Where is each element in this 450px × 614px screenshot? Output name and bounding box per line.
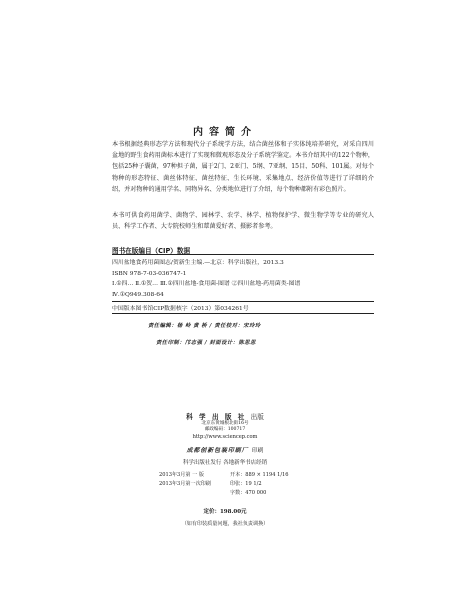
printer-suffix: 印刷	[251, 448, 264, 454]
summary-paragraph-2: 本书可供食药用菌学、菌物学、园林学、农学、林学、植物保护学、微生物学等专业的研究人员、科学工作者、大专院校师生和蕈菌爱好者、摄影者参考。	[112, 212, 374, 231]
cip-block	[112, 258, 374, 300]
summary-title: 内容简介	[193, 127, 257, 138]
cip-line-1: 四川盆地食药用菌图志/贺新生主编.—北京：科学出版社，2013.3	[112, 260, 284, 266]
cip-line-3: Ⅰ.①四… Ⅱ.①贺… Ⅲ.①四川盆地-食用菌-图谱 ②四川盆地-药用菌类-图谱	[112, 281, 301, 288]
publisher-name-line	[0, 411, 450, 421]
price: 定价：198.00元	[203, 509, 247, 515]
quality-notice: （如有印装质量问题，我社负责调换）	[181, 521, 269, 527]
sheet-count: 印张：19 1/2	[230, 481, 262, 488]
word-count: 字数：470 000	[230, 490, 267, 497]
edition-details	[159, 471, 289, 499]
cip-record-number: 中国版本图书馆CIP数据核字（2013）第034261号	[112, 306, 249, 312]
publisher-name: 科 学 出 版 社	[186, 413, 247, 421]
cip-top-rule	[112, 254, 374, 255]
distribution-line: 科学出版社发行 各地新华书店经销	[182, 460, 268, 466]
edition-number: 2013年3月第 一 版	[159, 472, 204, 478]
cip-heading: 图书在版编目（CIP）数据	[112, 247, 191, 255]
cip-line-4: Ⅳ.①Q949.308-64	[112, 291, 164, 298]
editor-credits: 责任编辑：杨 岭 黄 桥 / 责任校对：宋玲玲	[148, 323, 261, 329]
publisher-postcode: 邮政编码：100717	[204, 427, 246, 432]
publisher-name-suffix: 出版	[250, 413, 264, 421]
production-credits: 责任印制：邝志强 / 封面设计：陈思思	[156, 340, 256, 346]
printing-number: 2013年3月第一次印刷	[159, 481, 211, 488]
cip-line-2: ISBN 978-7-03-036747-1	[112, 270, 187, 277]
printer-line	[0, 445, 450, 454]
summary-paragraph-1: 本书根据经典形态学方法和现代分子系统学方法，结合菌丝体和子实体纯培养研究，对采自四川盆地的野生食药用菌标本进行了实现和微观形态及分子系统学鉴定。本书介绍其中的122个物种，包括25种子囊菌，97种担子菌，属于2门、2亚门、5纲、7亚纲、15目、50科、101属。对每个物种的形态特征、菌丝体特征、菌丝特征、生长环境、采集地点、经济价值等进行了详细的介绍，并对物种的通用学名、同物异名、分类地位进行了介绍，每个物种都附有彩色照片。	[112, 141, 374, 193]
cip-bottom-rule	[112, 313, 374, 314]
publisher-website: http://www.sciencep.com	[192, 434, 258, 440]
publisher-address: 北京东黄城根北街16号	[201, 421, 249, 426]
cip-mid-rule	[112, 301, 374, 302]
empty-cell	[159, 489, 230, 498]
format-size: 开本：889 × 1194 1/16	[230, 472, 289, 478]
printer-name: 成都创新包装印刷厂	[186, 447, 249, 454]
